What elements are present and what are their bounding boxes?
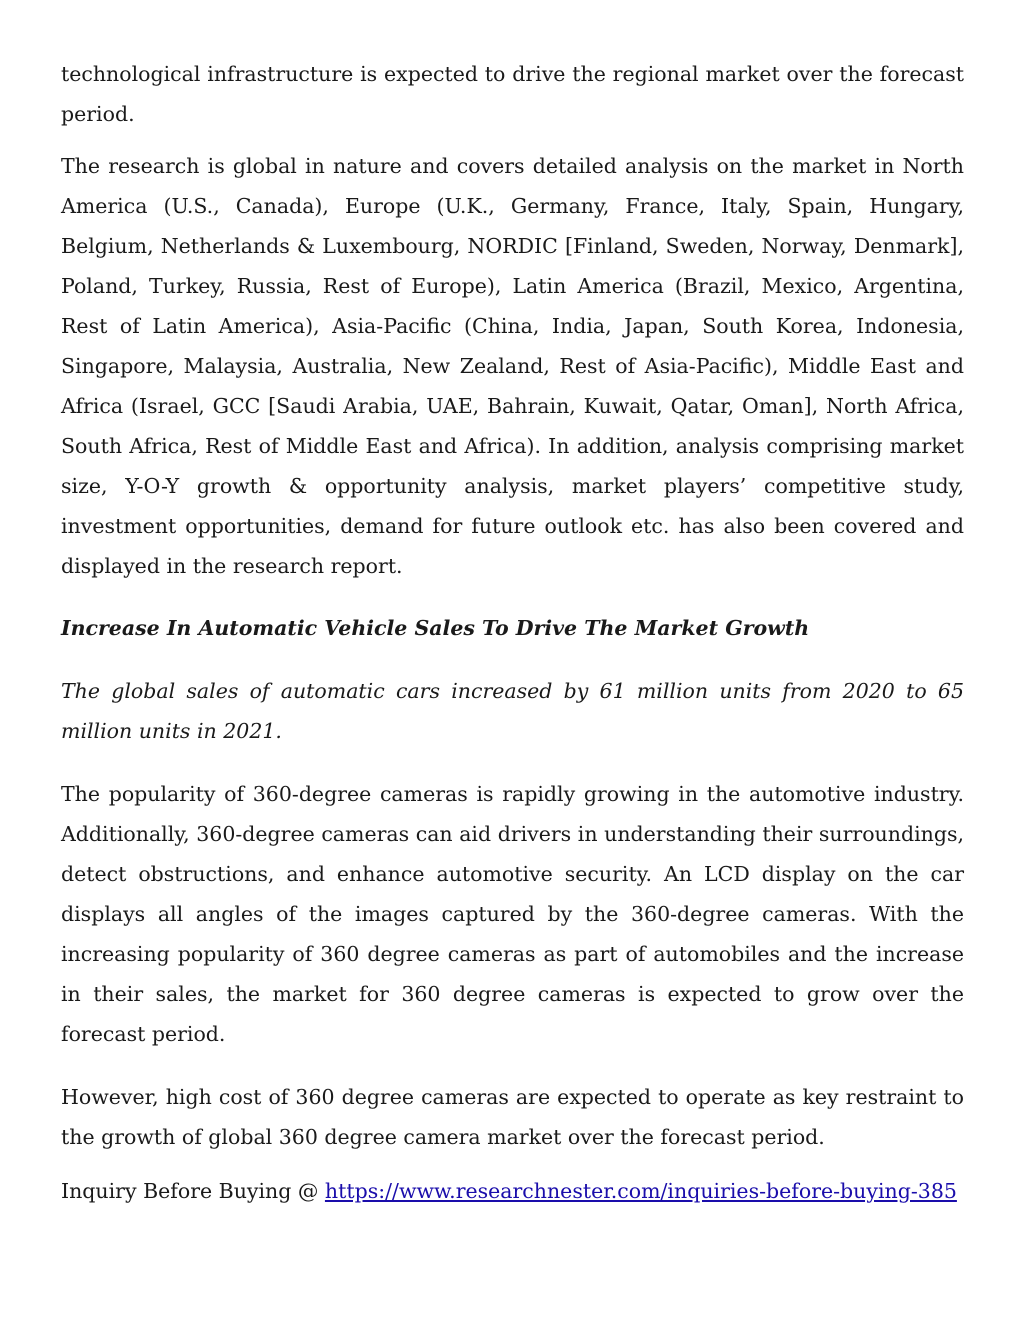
section-heading: Increase In Automatic Vehicle Sales To Drive The Market Growth [61, 616, 810, 640]
document-page [61, 54, 964, 1211]
regions-paragraph: The research is global in nature and covers detailed analysis on the market in North America (U.S., Canada), Europe (U.K., Germany, France, Italy, Spain, Hungary, Belgium, Netherlands & Luxembourg, NORDIC [Finland, Sweden, Norway, Denmark], Poland, Turkey, Russia, Rest of Europe), Latin America (Brazil, Mexico, Argentina, Rest of Latin America), Asia-Pacific (China, India, Japan, South Korea, Indonesia, Singapore, Malaysia, Australia, New Zealand, Rest of Asia-Pacific), Middle East and Africa (Israel, GCC [Saudi Arabia, UAE, Bahrain, Kuwait, Qatar, Oman], North Africa, South Africa, Rest of Middle East and Africa). In addition, analysis comprising market size, Y-O-Y growth & opportunity analysis, market players’ competitive study, investment opportunities, demand for future outlook etc. has also been covered and displayed in the research report. [61, 154, 964, 578]
inquiry-link[interactable]: https://www.researchnester.com/inquiries-before-buying-385 [324, 1179, 957, 1203]
intro-continuation-paragraph: technological infrastructure is expected to drive the regional market over the forecast period. [61, 62, 964, 126]
restraint-paragraph: However, high cost of 360 degree cameras are expected to operate as key restraint to the growth of global 360 degree camera market over the forecast period. [61, 1085, 964, 1149]
popularity-paragraph: The popularity of 360-degree cameras is rapidly growing in the automotive industry. Additionally, 360-degree cameras can aid drivers in understanding their surroundings, detect obstructions, and enhance automotive security. An LCD display on the car displays all angles of the images captured by the 360-degree cameras. With the increasing popularity of 360 degree cameras as part of automobiles and the increase in their sales, the market for 360 degree cameras is expected to grow over the forecast period. [61, 782, 964, 1046]
inquiry-line [61, 1171, 964, 1211]
inquiry-label: Inquiry Before Buying @ [61, 1179, 325, 1203]
sales-statistic-paragraph: The global sales of automatic cars increased by 61 million units from 2020 to 65 million units in 2021. [61, 679, 964, 743]
